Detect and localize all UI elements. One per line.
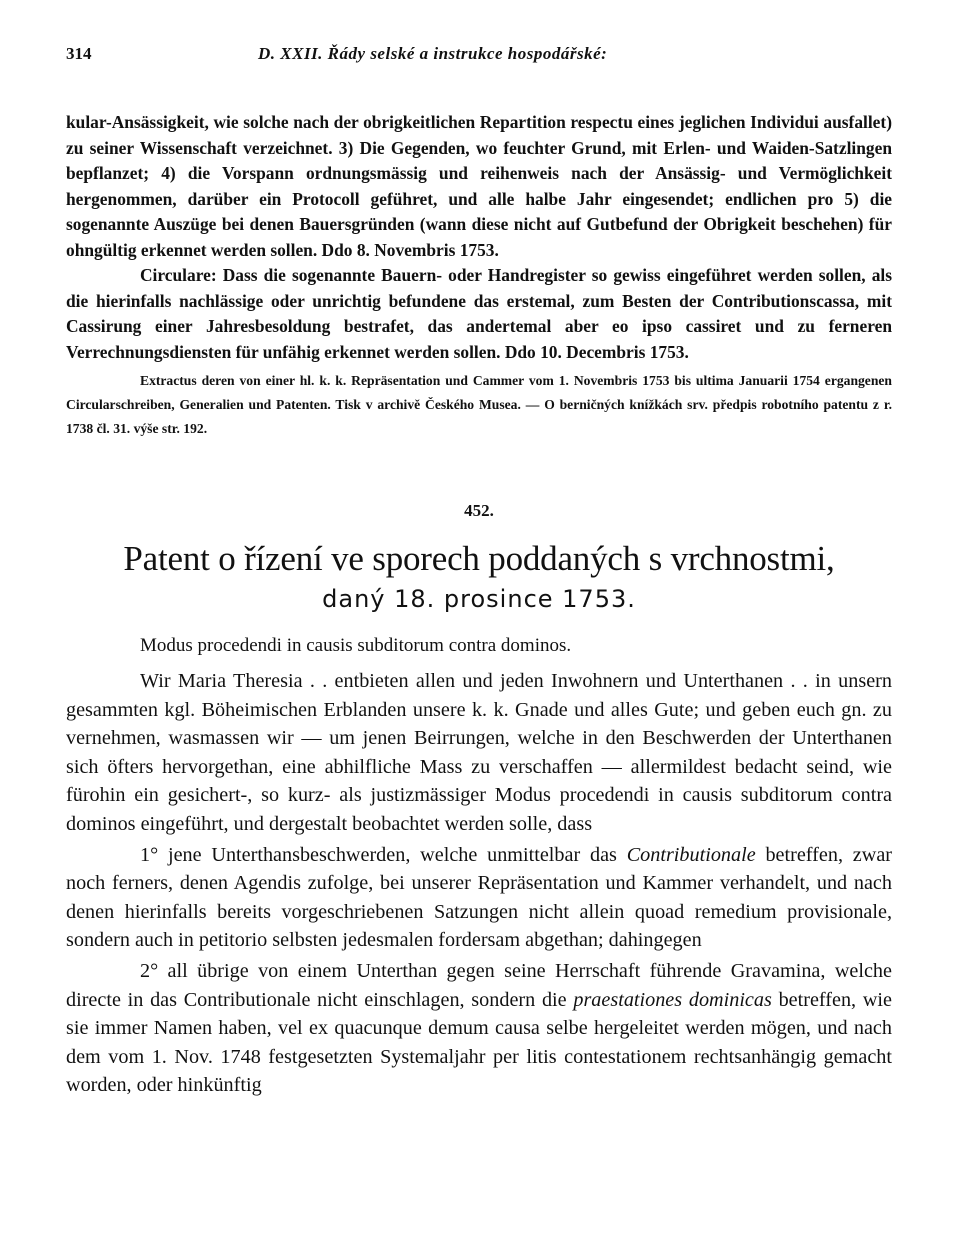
item-1-paragraph bbox=[66, 841, 892, 955]
item-2-paragraph bbox=[66, 957, 892, 1100]
item-2-text-start: 2° all übrige von einem Unterthan gegen seine Herrschaft führende Gravamina, welche directe in das Contributionale nicht einschlagen, sondern die bbox=[66, 959, 892, 1011]
document-date: daný 18. prosince 1753. bbox=[322, 585, 636, 613]
item-1-text-end: betreffen, zwar noch ferners, denen Agendis zufolge, bei unserer Repräsentation und Kammer verhandelt, und nach denen hierinfalls bereits vorgeschriebenen Satzungen nicht allein quoad remedium provisionale, sondern auch in petitorio selbsten jedesmalen fordersam abgethan; dahingegen bbox=[66, 843, 893, 952]
item-1-text-start: 1° jene Unterthansbeschwerden, welche unmittelbar das bbox=[140, 843, 627, 866]
running-header bbox=[66, 44, 892, 74]
item-1-italic-term: Contributionale bbox=[626, 843, 756, 866]
page-number: 314 bbox=[66, 44, 92, 63]
running-title: D. XXII. Řády selské a instrukce hospodářské: bbox=[258, 44, 608, 63]
continued-paragraph: kular-Ansässigkeit, wie solche nach der obrigkeitlichen Repartition respectu eines jeglichen Individui ausfallet) zu seiner Wissenschaft verzeichnet. 3) Die Gegenden, wo feuchter Grund, mit Erlen- und Waiden-Satzlingen bepflanzet; 4) die Vorspann ordnungsmässig und reihenweis nach der Ansässig- und Vermöglichkeit hergenommen, darüber ein Protocoll geführet, und alle halbe Jahr eingesendet; endlichen pro 5) die sogenannte Auszüge bei denen Bauersgründen (wann diese nicht auf Gutbefund der Obrigkeit beschehen) für ohngültig erkennet werden sollen. Ddo 8. Novembris 1753. bbox=[66, 112, 892, 260]
source-note: Extractus deren von einer hl. k. k. Repräsentation und Cammer vom 1. Novembris 1753 bis ultima Januarii 1754 ergangenen Circularschreiben, Generalien und Patenten. Tisk v archivě Českého Musea. — O berničných knížkách srv. předpis robotního patentu z r. 1738 čl. 31. výše str. 192. bbox=[66, 373, 892, 436]
document-subtitle: Modus procedendi in causis subditorum contra dominos. bbox=[140, 635, 572, 656]
item-2-text-end: betreffen, wie sie immer Namen haben, vel ex quacunque demum causa selbe hergeleitet werden mögen, und nach dem vom 1. Nov. 1748 festgesetzten Systemaljahr per litis contestationem rechtsanhängig gemacht worden, oder hinkünftig bbox=[66, 988, 892, 1097]
document-number: 452. bbox=[464, 501, 494, 520]
circulare-paragraph: Circulare: Dass die sogenannte Bauern- oder Handregister so gewiss eingeführet werden sollen, als die hierinfalls nachlässige oder unrichtig befundene das erstemal, zum Besten der Contributionscassa, mit Cassirung einer Jahresbesoldung bestrafet, das andertemal aber eo ipso cassiret und zu ferneren Verrechnungsdiensten für unfähig erkennet werden sollen. Ddo 10. Decembris 1753. bbox=[66, 265, 892, 362]
item-2-italic-term: praestationes dominicas bbox=[573, 988, 772, 1011]
document-title: Patent o řízení ve sporech poddaných s vrchnostmi, bbox=[123, 539, 835, 578]
intro-paragraph: Wir Maria Theresia . . entbieten allen und jeden Inwohnern und Unterthanen . . in unsern gesammten kgl. Böheimischen Erblanden unsere k. k. Gnade und alles Gute; und geben euch gn. zu vernehmen, wasmassen wir — um jenen Beirrungen, welche in den Beschwerden der Unterthanen sich öfters hervorgethan, eine abhilfliche Mass zu verschaffen — allermildest bedacht seind, wie fürohin ein gesichert-, so kurz- als justizmässiger Modus procedendi in causis subditorum contra dominos eingeführt, und dergestalt beobachtet werden solle, dass bbox=[66, 670, 892, 835]
